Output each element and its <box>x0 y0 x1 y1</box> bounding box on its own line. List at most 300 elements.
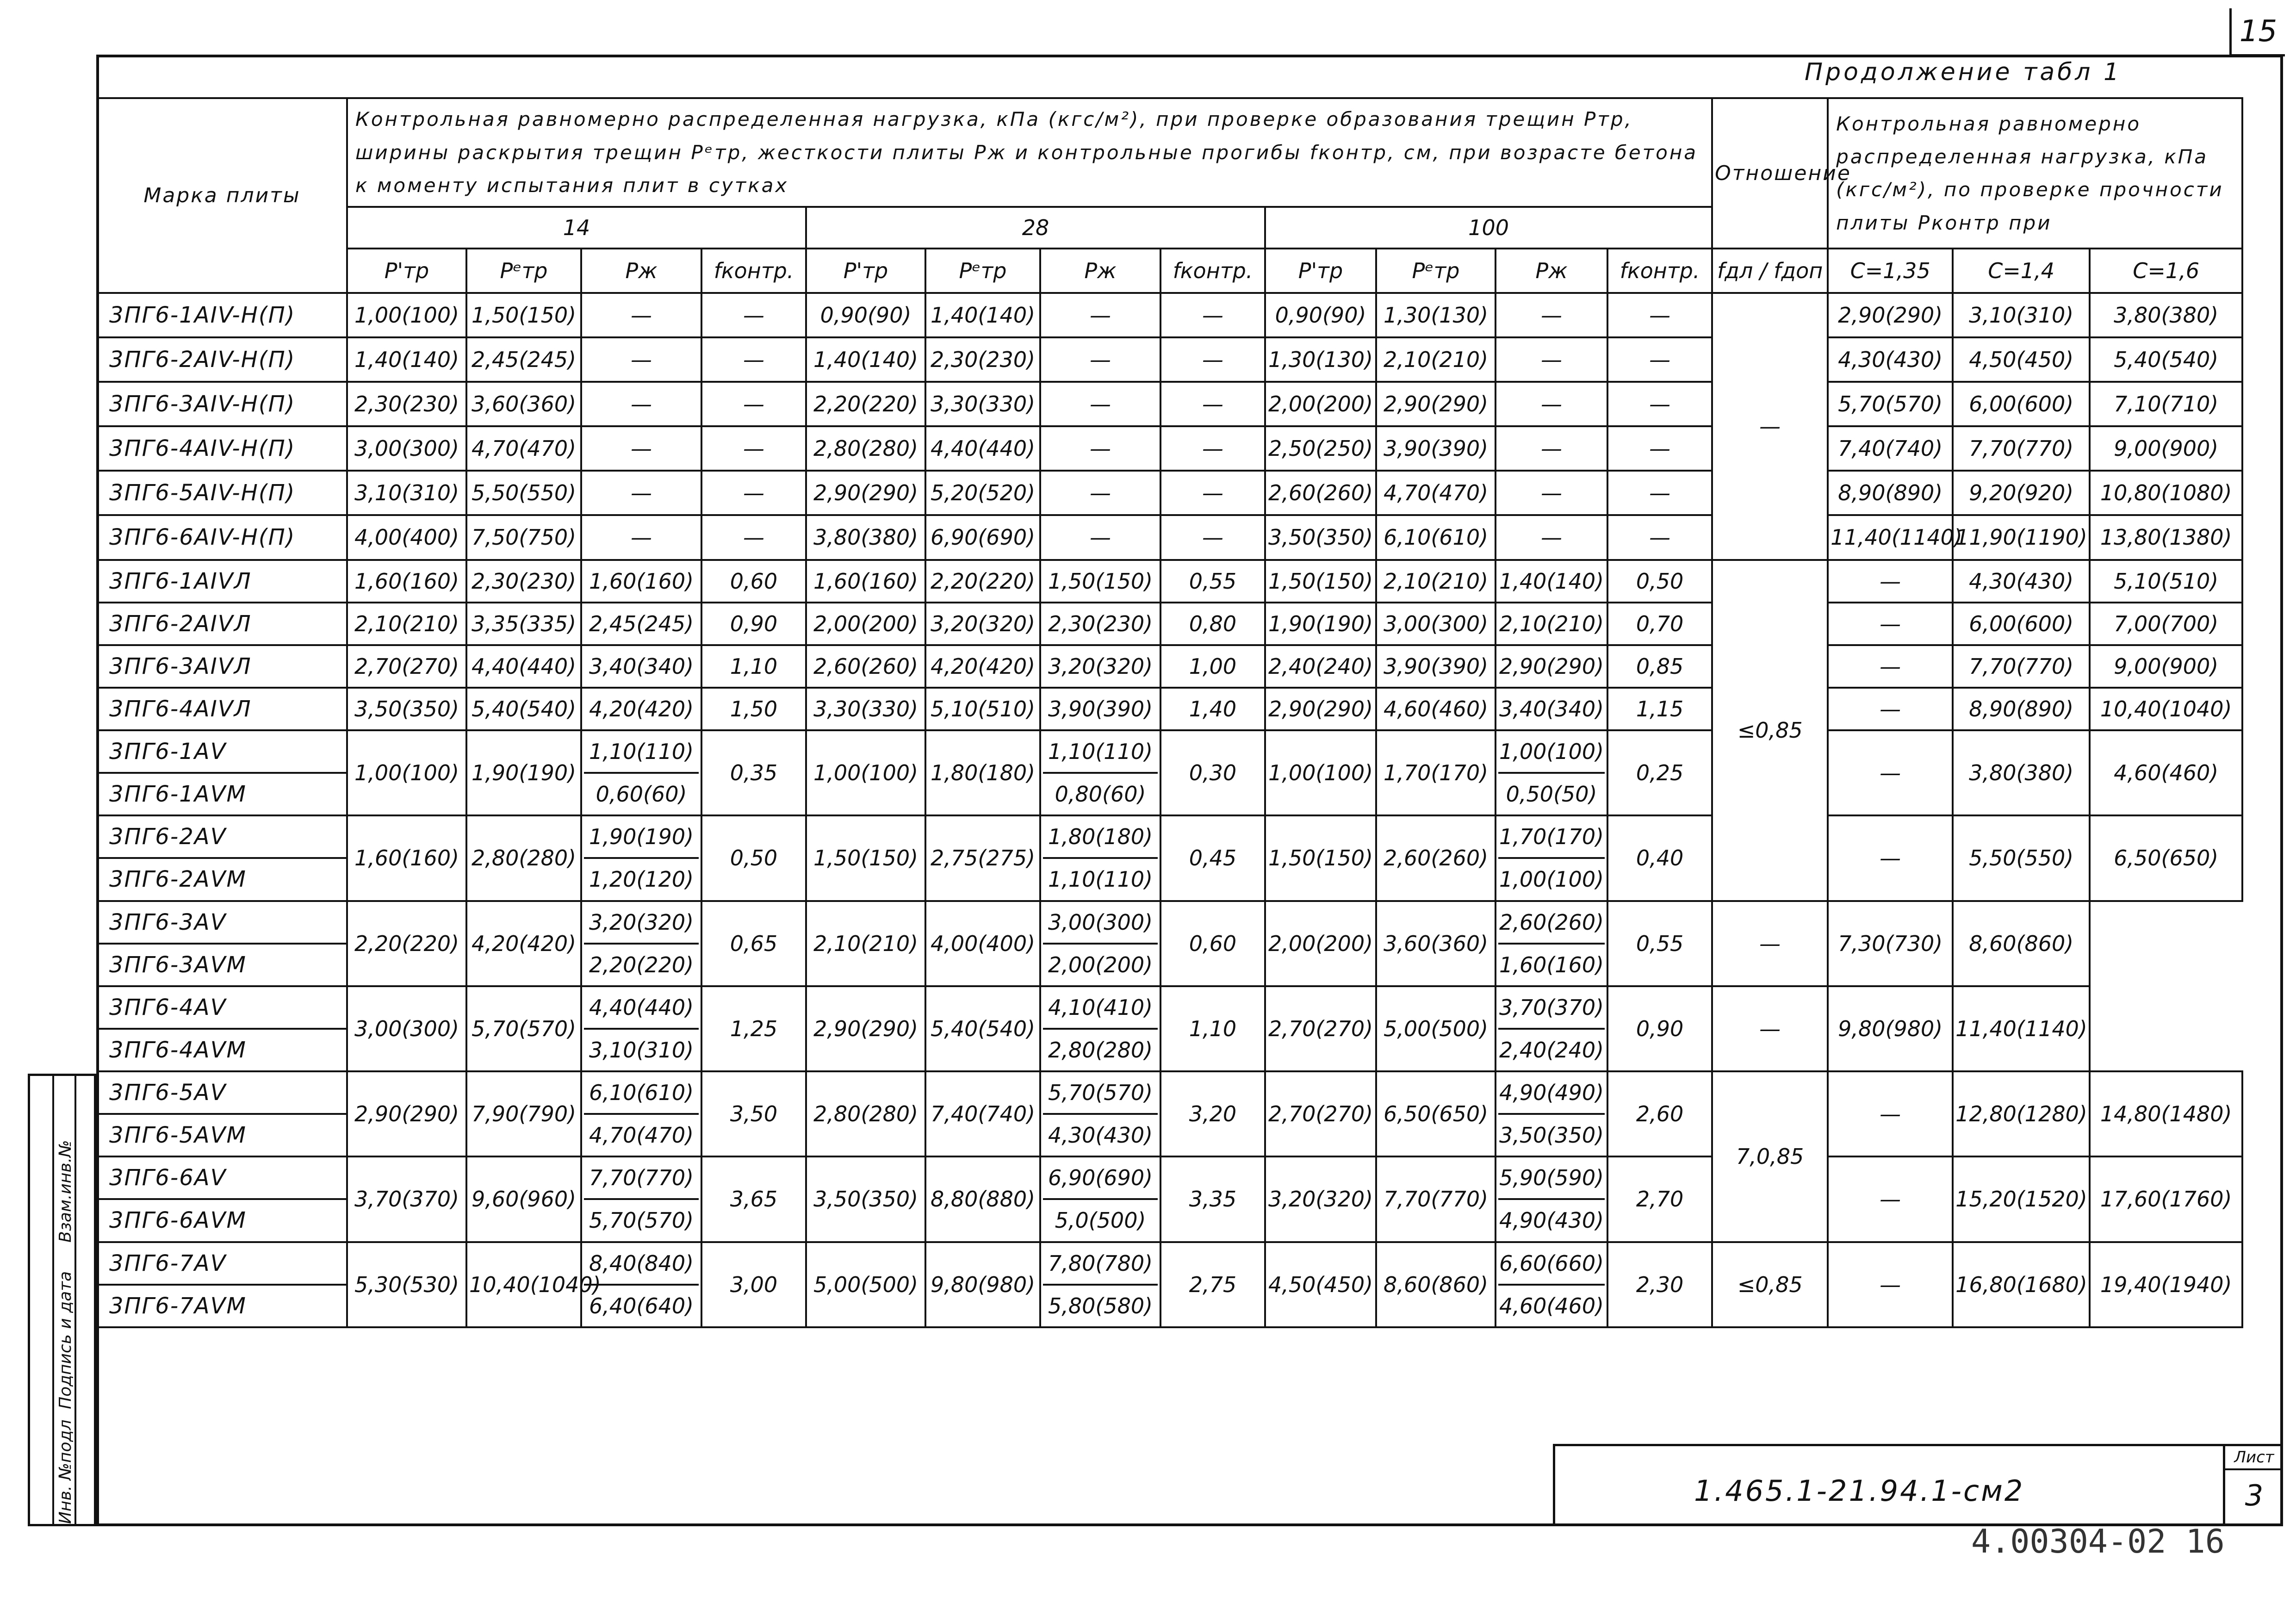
value-cell: 2,30 <box>1607 1242 1712 1328</box>
signature-strip <box>28 1074 96 1526</box>
value-cell: 2,30(230) <box>466 560 581 603</box>
split-value: 0,50(50) <box>1506 782 1597 807</box>
value-cell: 1,40 <box>1160 688 1265 730</box>
strength-cell: 2,90(290) <box>1828 293 1953 337</box>
header-subcol: P'тр <box>347 249 466 293</box>
plate-mark: 3ПГ6-1АIV-Н(П) <box>97 293 347 337</box>
stiffness-cell <box>1496 986 1607 1071</box>
strength-cell: 7,70(770) <box>1953 645 2090 688</box>
strength-cell: 5,50(550) <box>1953 815 2090 901</box>
stiffness-cell <box>581 901 701 986</box>
value-cell: 4,40(440) <box>466 645 581 688</box>
split-value: 1,90(190) <box>584 816 699 859</box>
plate-mark: 3ПГ6-7АV <box>97 1242 347 1285</box>
header-c-col: C=1,6 <box>2090 249 2242 293</box>
header-c-col: C=1,4 <box>1953 249 2090 293</box>
value-cell: 1,90(190) <box>466 730 581 815</box>
header-subcol: Pᵉтр <box>925 249 1040 293</box>
strength-cell: 8,90(890) <box>1953 688 2090 730</box>
value-cell: 2,20(220) <box>925 560 1040 603</box>
strength-cell: 6,00(600) <box>1953 382 2090 426</box>
strength-cell: 6,00(600) <box>1953 603 2090 645</box>
strength-cell: 7,70(770) <box>1953 426 2090 471</box>
stiffness-cell <box>1040 1242 1160 1328</box>
split-cell <box>1498 731 1605 814</box>
plate-mark: 3ПГ6-4АV <box>97 986 347 1029</box>
split-value: 1,80(180) <box>1043 816 1158 859</box>
header-subcol: Pᵉтр <box>1376 249 1496 293</box>
value-cell: 2,70(270) <box>1265 986 1376 1071</box>
side-label-1: Инв. №подл <box>56 1419 75 1524</box>
value-cell: 7,70(770) <box>1376 1156 1496 1242</box>
continuation-label: Продолжение табл 1 <box>1805 58 2122 86</box>
side-label-3: Взам.инв.№ <box>56 1140 75 1243</box>
value-cell: 1,60(160) <box>347 815 466 901</box>
stiffness-cell <box>1040 901 1160 986</box>
side-label-2: Подпись и дата <box>56 1271 75 1409</box>
value-cell: 5,30(530) <box>347 1242 466 1328</box>
value-cell: 1,00 <box>1160 645 1265 688</box>
value-cell: 4,70(470) <box>1376 471 1496 515</box>
value-cell: 3,35 <box>1160 1156 1265 1242</box>
plate-mark: 3ПГ6-3АIVЛ <box>97 645 347 688</box>
value-cell: 2,90(290) <box>1376 382 1496 426</box>
split-cell <box>1043 1072 1158 1156</box>
stiffness-cell <box>1496 1071 1607 1156</box>
value-cell: 2,00(200) <box>806 603 925 645</box>
value-cell: 0,50 <box>1607 560 1712 603</box>
split-cell <box>1043 816 1158 900</box>
table-row <box>97 688 2242 730</box>
table-row-pair-top <box>97 1156 2242 1199</box>
plate-mark: 3ПГ6-6АIV-Н(П) <box>97 515 347 560</box>
value-cell: 2,45(245) <box>581 603 701 645</box>
value-cell: 2,10(210) <box>1376 560 1496 603</box>
value-cell: 3,30(330) <box>806 688 925 730</box>
value-cell: 5,40(540) <box>925 986 1040 1071</box>
split-value: 0,60(60) <box>596 782 687 807</box>
table-row <box>97 560 2242 603</box>
table-row <box>97 293 2242 337</box>
stiffness-cell <box>1496 730 1607 815</box>
value-cell: — <box>1496 293 1607 337</box>
strength-cell: — <box>1828 1242 1953 1328</box>
header-subcol: P'тр <box>806 249 925 293</box>
ratio-cell: — <box>1712 293 1828 560</box>
value-cell: 1,15 <box>1607 688 1712 730</box>
split-cell <box>1043 1157 1158 1241</box>
split-cell <box>1043 1243 1158 1327</box>
strength-cell: 7,40(740) <box>1828 426 1953 471</box>
header-age: 100 <box>1265 207 1712 249</box>
value-cell: — <box>1160 337 1265 382</box>
split-cell <box>1498 902 1605 985</box>
page-number: 15 <box>2239 14 2277 49</box>
value-cell: 1,00(100) <box>347 293 466 337</box>
sheet-label: Лист <box>2225 1448 2283 1470</box>
split-value: 0,80(60) <box>1055 782 1146 807</box>
value-cell: 0,85 <box>1607 645 1712 688</box>
value-cell: 1,30(130) <box>1376 293 1496 337</box>
value-cell: — <box>1160 293 1265 337</box>
table-row-pair-top <box>97 730 2242 773</box>
strength-cell: 4,30(430) <box>1828 337 1953 382</box>
split-value: 1,60(160) <box>1499 952 1604 977</box>
split-cell <box>1043 731 1158 814</box>
stiffness-cell <box>1040 1071 1160 1156</box>
value-cell: — <box>1160 515 1265 560</box>
header-row-sub <box>97 249 2242 293</box>
header-mark: Марка плиты <box>97 98 347 293</box>
value-cell: — <box>1160 426 1265 471</box>
value-cell: 2,60(260) <box>806 645 925 688</box>
strength-cell: 7,10(710) <box>2090 382 2242 426</box>
table-row-pair-top <box>97 986 2242 1029</box>
value-cell: 0,80 <box>1160 603 1265 645</box>
value-cell: 6,50(650) <box>1376 1071 1496 1156</box>
header-subcol: fконтр. <box>1607 249 1712 293</box>
strength-cell: — <box>1828 603 1953 645</box>
value-cell: 1,50(150) <box>1265 560 1376 603</box>
header-subcol: fконтр. <box>701 249 806 293</box>
strength-cell: 4,50(450) <box>1953 337 2090 382</box>
value-cell: — <box>1160 382 1265 426</box>
plate-mark: 3ПГ6-2АVМ <box>97 858 347 901</box>
split-cell <box>584 731 699 814</box>
value-cell: 1,00(100) <box>806 730 925 815</box>
value-cell: 10,40(1040) <box>466 1242 581 1328</box>
value-cell: 1,50(150) <box>806 815 925 901</box>
value-cell: 1,40(140) <box>806 337 925 382</box>
value-cell: — <box>1040 337 1160 382</box>
value-cell: 3,20(320) <box>925 603 1040 645</box>
value-cell: 2,45(245) <box>466 337 581 382</box>
split-cell <box>1498 816 1605 900</box>
value-cell: — <box>581 293 701 337</box>
value-cell: 2,70(270) <box>1265 1071 1376 1156</box>
value-cell: — <box>1160 471 1265 515</box>
value-cell: 3,50 <box>701 1071 806 1156</box>
value-cell: 5,70(570) <box>466 986 581 1071</box>
value-cell: 4,50(450) <box>1265 1242 1376 1328</box>
plate-mark: 3ПГ6-2АIVЛ <box>97 603 347 645</box>
table-row <box>97 426 2242 471</box>
value-cell: 0,90 <box>701 603 806 645</box>
value-cell: 1,30(130) <box>1265 337 1376 382</box>
header-subcol: fконтр. <box>1160 249 1265 293</box>
split-cell <box>584 816 699 900</box>
split-value: 1,10(110) <box>584 731 699 774</box>
header-subcol: Pж <box>1496 249 1607 293</box>
table-row <box>97 471 2242 515</box>
value-cell: — <box>581 515 701 560</box>
strength-cell: — <box>1828 560 1953 603</box>
header-ratio-formula: fдл / fдоп <box>1712 249 1828 293</box>
split-value: 3,50(350) <box>1499 1123 1604 1148</box>
ratio-cell: ≤0,85 <box>1712 1242 1828 1328</box>
value-cell: — <box>1496 471 1607 515</box>
value-cell: 2,80(280) <box>806 426 925 471</box>
split-cell <box>584 1243 699 1327</box>
strength-cell: 6,50(650) <box>2090 815 2242 901</box>
value-cell: 0,90(90) <box>1265 293 1376 337</box>
value-cell: — <box>1040 426 1160 471</box>
strength-cell: — <box>1828 730 1953 815</box>
header-main-title: Контрольная равномерно распределенная нагрузка, кПа (кгс/м²), при проверке образования трещин Pтр, ширины раскрытия трещин Pᵉтр, жесткости плиты Pж и контрольные прогибы fконтр, см, при возрасте бетона к моменту испытания плит в сутках <box>347 98 1712 207</box>
value-cell: 1,10 <box>1160 986 1265 1071</box>
strength-cell: 11,90(1190) <box>1953 515 2090 560</box>
value-cell: 1,90(190) <box>1265 603 1376 645</box>
value-cell: 3,20(320) <box>1040 645 1160 688</box>
split-value: 2,80(280) <box>1048 1037 1153 1063</box>
value-cell: 7,50(750) <box>466 515 581 560</box>
value-cell: 0,50 <box>701 815 806 901</box>
strength-cell: 9,80(980) <box>1828 986 1953 1071</box>
split-value: 4,70(470) <box>589 1123 694 1148</box>
strength-cell: 12,80(1280) <box>1953 1071 2090 1156</box>
strength-cell: 8,90(890) <box>1828 471 1953 515</box>
table-row-pair-top <box>97 1242 2242 1285</box>
value-cell: — <box>581 471 701 515</box>
value-cell: 0,55 <box>1607 901 1712 986</box>
value-cell: 1,60(160) <box>806 560 925 603</box>
value-cell: 9,80(980) <box>925 1242 1040 1328</box>
value-cell: 2,00(200) <box>1265 382 1376 426</box>
plate-mark: 3ПГ6-1АV <box>97 730 347 773</box>
value-cell: 9,60(960) <box>466 1156 581 1242</box>
value-cell: 3,00(300) <box>347 426 466 471</box>
value-cell: 0,60 <box>1160 901 1265 986</box>
strength-cell: — <box>1828 1156 1953 1242</box>
ratio-cell: ≤0,85 <box>1712 560 1828 901</box>
split-value: 5,70(570) <box>1043 1072 1158 1115</box>
value-cell: 2,30(230) <box>347 382 466 426</box>
value-cell: — <box>1496 426 1607 471</box>
value-cell: 3,60(360) <box>466 382 581 426</box>
header-c-col: C=1,35 <box>1828 249 1953 293</box>
load-table <box>96 97 2243 1328</box>
value-cell: 2,10(210) <box>1376 337 1496 382</box>
strength-cell: 11,40(1140) <box>1828 515 1953 560</box>
value-cell: — <box>1496 382 1607 426</box>
split-value: 6,40(640) <box>589 1293 694 1318</box>
strength-cell: 15,20(1520) <box>1953 1156 2090 1242</box>
value-cell: 5,00(500) <box>1376 986 1496 1071</box>
strength-cell: 5,70(570) <box>1828 382 1953 426</box>
value-cell: 2,90(290) <box>347 1071 466 1156</box>
split-value: 4,60(460) <box>1499 1293 1604 1318</box>
value-cell: 1,60(160) <box>347 560 466 603</box>
value-cell: 0,55 <box>1160 560 1265 603</box>
table-row <box>97 603 2242 645</box>
value-cell: 4,00(400) <box>347 515 466 560</box>
split-value: 2,40(240) <box>1499 1037 1604 1063</box>
value-cell: 5,10(510) <box>925 688 1040 730</box>
plate-mark: 3ПГ6-5АIV-Н(П) <box>97 471 347 515</box>
header-age: 14 <box>347 207 806 249</box>
plate-mark: 3ПГ6-4АIVЛ <box>97 688 347 730</box>
value-cell: 1,40(140) <box>925 293 1040 337</box>
strength-cell: 17,60(1760) <box>2090 1156 2242 1242</box>
strength-cell: — <box>1828 815 1953 901</box>
split-value: 5,70(570) <box>589 1208 694 1233</box>
value-cell: — <box>1040 382 1160 426</box>
split-value: 4,90(490) <box>1498 1072 1605 1115</box>
value-cell: 3,50(350) <box>806 1156 925 1242</box>
plate-mark: 3ПГ6-5АV <box>97 1071 347 1114</box>
split-value: 6,90(690) <box>1043 1157 1158 1200</box>
split-cell <box>584 902 699 985</box>
header-strength: Контрольная равномерно распределенная нагрузка, кПа (кгс/м²), по проверке прочности плиты Pконтр при <box>1828 98 2242 249</box>
split-value: 1,00(100) <box>1498 731 1605 774</box>
strength-cell: — <box>1712 901 1828 986</box>
value-cell: 2,60 <box>1607 1071 1712 1156</box>
strength-cell: — <box>1828 1071 1953 1156</box>
plate-mark: 3ПГ6-3АVМ <box>97 944 347 986</box>
value-cell: — <box>581 426 701 471</box>
value-cell: 1,60(160) <box>581 560 701 603</box>
value-cell: 3,70(370) <box>347 1156 466 1242</box>
value-cell: — <box>701 515 806 560</box>
strength-cell: 10,80(1080) <box>2090 471 2242 515</box>
value-cell: 2,00(200) <box>1265 901 1376 986</box>
strength-cell: 7,30(730) <box>1828 901 1953 986</box>
value-cell: 3,80(380) <box>806 515 925 560</box>
value-cell: 0,30 <box>1160 730 1265 815</box>
strength-cell: — <box>1712 986 1828 1071</box>
value-cell: 3,65 <box>701 1156 806 1242</box>
value-cell: 5,50(550) <box>466 471 581 515</box>
split-value: 3,10(310) <box>589 1037 694 1063</box>
value-cell: 6,10(610) <box>1376 515 1496 560</box>
value-cell: 3,20 <box>1160 1071 1265 1156</box>
value-cell: 2,10(210) <box>806 901 925 986</box>
value-cell: 2,80(280) <box>806 1071 925 1156</box>
split-value: 2,60(260) <box>1498 902 1605 945</box>
stiffness-cell <box>581 1071 701 1156</box>
value-cell: 1,50 <box>701 688 806 730</box>
value-cell: 8,80(880) <box>925 1156 1040 1242</box>
split-cell <box>1498 1157 1605 1241</box>
value-cell: 3,90(390) <box>1376 426 1496 471</box>
value-cell: 0,65 <box>701 901 806 986</box>
split-value: 4,90(430) <box>1499 1208 1604 1233</box>
value-cell: 4,40(440) <box>925 426 1040 471</box>
split-value: 2,20(220) <box>589 952 694 977</box>
value-cell: 2,10(210) <box>347 603 466 645</box>
value-cell: — <box>1607 426 1712 471</box>
plate-mark: 3ПГ6-6АV <box>97 1156 347 1199</box>
value-cell: 1,25 <box>701 986 806 1071</box>
split-cell <box>1043 902 1158 985</box>
strength-cell: 3,10(310) <box>1953 293 2090 337</box>
plate-mark: 3ПГ6-6АVМ <box>97 1199 347 1242</box>
value-cell: 2,90(290) <box>1496 645 1607 688</box>
value-cell: 0,25 <box>1607 730 1712 815</box>
value-cell: 4,60(460) <box>1376 688 1496 730</box>
value-cell: 2,60(260) <box>1376 815 1496 901</box>
value-cell: 4,20(420) <box>925 645 1040 688</box>
value-cell: — <box>701 337 806 382</box>
stiffness-cell <box>1040 730 1160 815</box>
value-cell: — <box>1607 471 1712 515</box>
strength-cell: 10,40(1040) <box>2090 688 2242 730</box>
value-cell: 2,30(230) <box>1040 603 1160 645</box>
inventory-number: 4.00304-02 16 <box>1971 1523 2225 1560</box>
strength-cell: 14,80(1480) <box>2090 1071 2242 1156</box>
value-cell: 0,40 <box>1607 815 1712 901</box>
split-value: 4,10(410) <box>1043 987 1158 1030</box>
stiffness-cell <box>581 986 701 1071</box>
strength-cell: — <box>1828 645 1953 688</box>
value-cell: — <box>1607 337 1712 382</box>
strength-cell: 9,00(900) <box>2090 426 2242 471</box>
value-cell: 2,90(290) <box>806 471 925 515</box>
value-cell: 2,90(290) <box>1265 688 1376 730</box>
stiffness-cell <box>1040 1156 1160 1242</box>
doc-code: 1.465.1-21.94.1-см2 <box>1694 1474 2025 1508</box>
value-cell: — <box>1496 337 1607 382</box>
strength-cell: 3,80(380) <box>1953 730 2090 815</box>
header-subcol: Pж <box>581 249 701 293</box>
split-value: 3,70(370) <box>1498 987 1605 1030</box>
plate-mark: 3ПГ6-1АVМ <box>97 773 347 815</box>
value-cell: 5,20(520) <box>925 471 1040 515</box>
stiffness-cell <box>1496 1156 1607 1242</box>
value-cell: 3,90(390) <box>1040 688 1160 730</box>
title-block <box>1553 1444 2283 1526</box>
value-cell: 5,00(500) <box>806 1242 925 1328</box>
split-cell <box>1498 987 1605 1070</box>
stiffness-cell <box>581 1156 701 1242</box>
table-row <box>97 382 2242 426</box>
split-value: 1,00(100) <box>1499 867 1604 892</box>
sheet-number: 3 <box>2245 1479 2264 1512</box>
page-number-box <box>2229 8 2285 56</box>
split-value: 7,80(780) <box>1043 1243 1158 1286</box>
header-ratio: Отношение <box>1712 98 1828 249</box>
value-cell: 3,20(320) <box>1265 1156 1376 1242</box>
value-cell: 1,00(100) <box>1265 730 1376 815</box>
value-cell: 3,50(350) <box>1265 515 1376 560</box>
plate-mark: 3ПГ6-3АIV-Н(П) <box>97 382 347 426</box>
value-cell: 4,00(400) <box>925 901 1040 986</box>
split-value: 3,00(300) <box>1043 902 1158 945</box>
strength-cell: 4,60(460) <box>2090 730 2242 815</box>
strength-cell: 11,40(1140) <box>1953 986 2090 1071</box>
split-value: 3,20(320) <box>584 902 699 945</box>
plate-mark: 3ПГ6-4АVМ <box>97 1029 347 1071</box>
value-cell: 2,90(290) <box>806 986 925 1071</box>
value-cell: — <box>1040 471 1160 515</box>
value-cell: 2,75 <box>1160 1242 1265 1328</box>
value-cell: 2,75(275) <box>925 815 1040 901</box>
value-cell: 5,40(540) <box>466 688 581 730</box>
value-cell: 1,40(140) <box>1496 560 1607 603</box>
value-cell: 0,60 <box>701 560 806 603</box>
value-cell: 1,50(150) <box>1265 815 1376 901</box>
strength-cell: 19,40(1940) <box>2090 1242 2242 1328</box>
value-cell: 4,20(420) <box>581 688 701 730</box>
stiffness-cell <box>581 730 701 815</box>
strength-cell: 8,60(860) <box>1953 901 2090 986</box>
value-cell: 0,90 <box>1607 986 1712 1071</box>
strength-cell: 13,80(1380) <box>2090 515 2242 560</box>
split-value: 5,80(580) <box>1048 1293 1153 1318</box>
value-cell: — <box>701 382 806 426</box>
value-cell: — <box>1496 515 1607 560</box>
value-cell: 1,00(100) <box>347 730 466 815</box>
